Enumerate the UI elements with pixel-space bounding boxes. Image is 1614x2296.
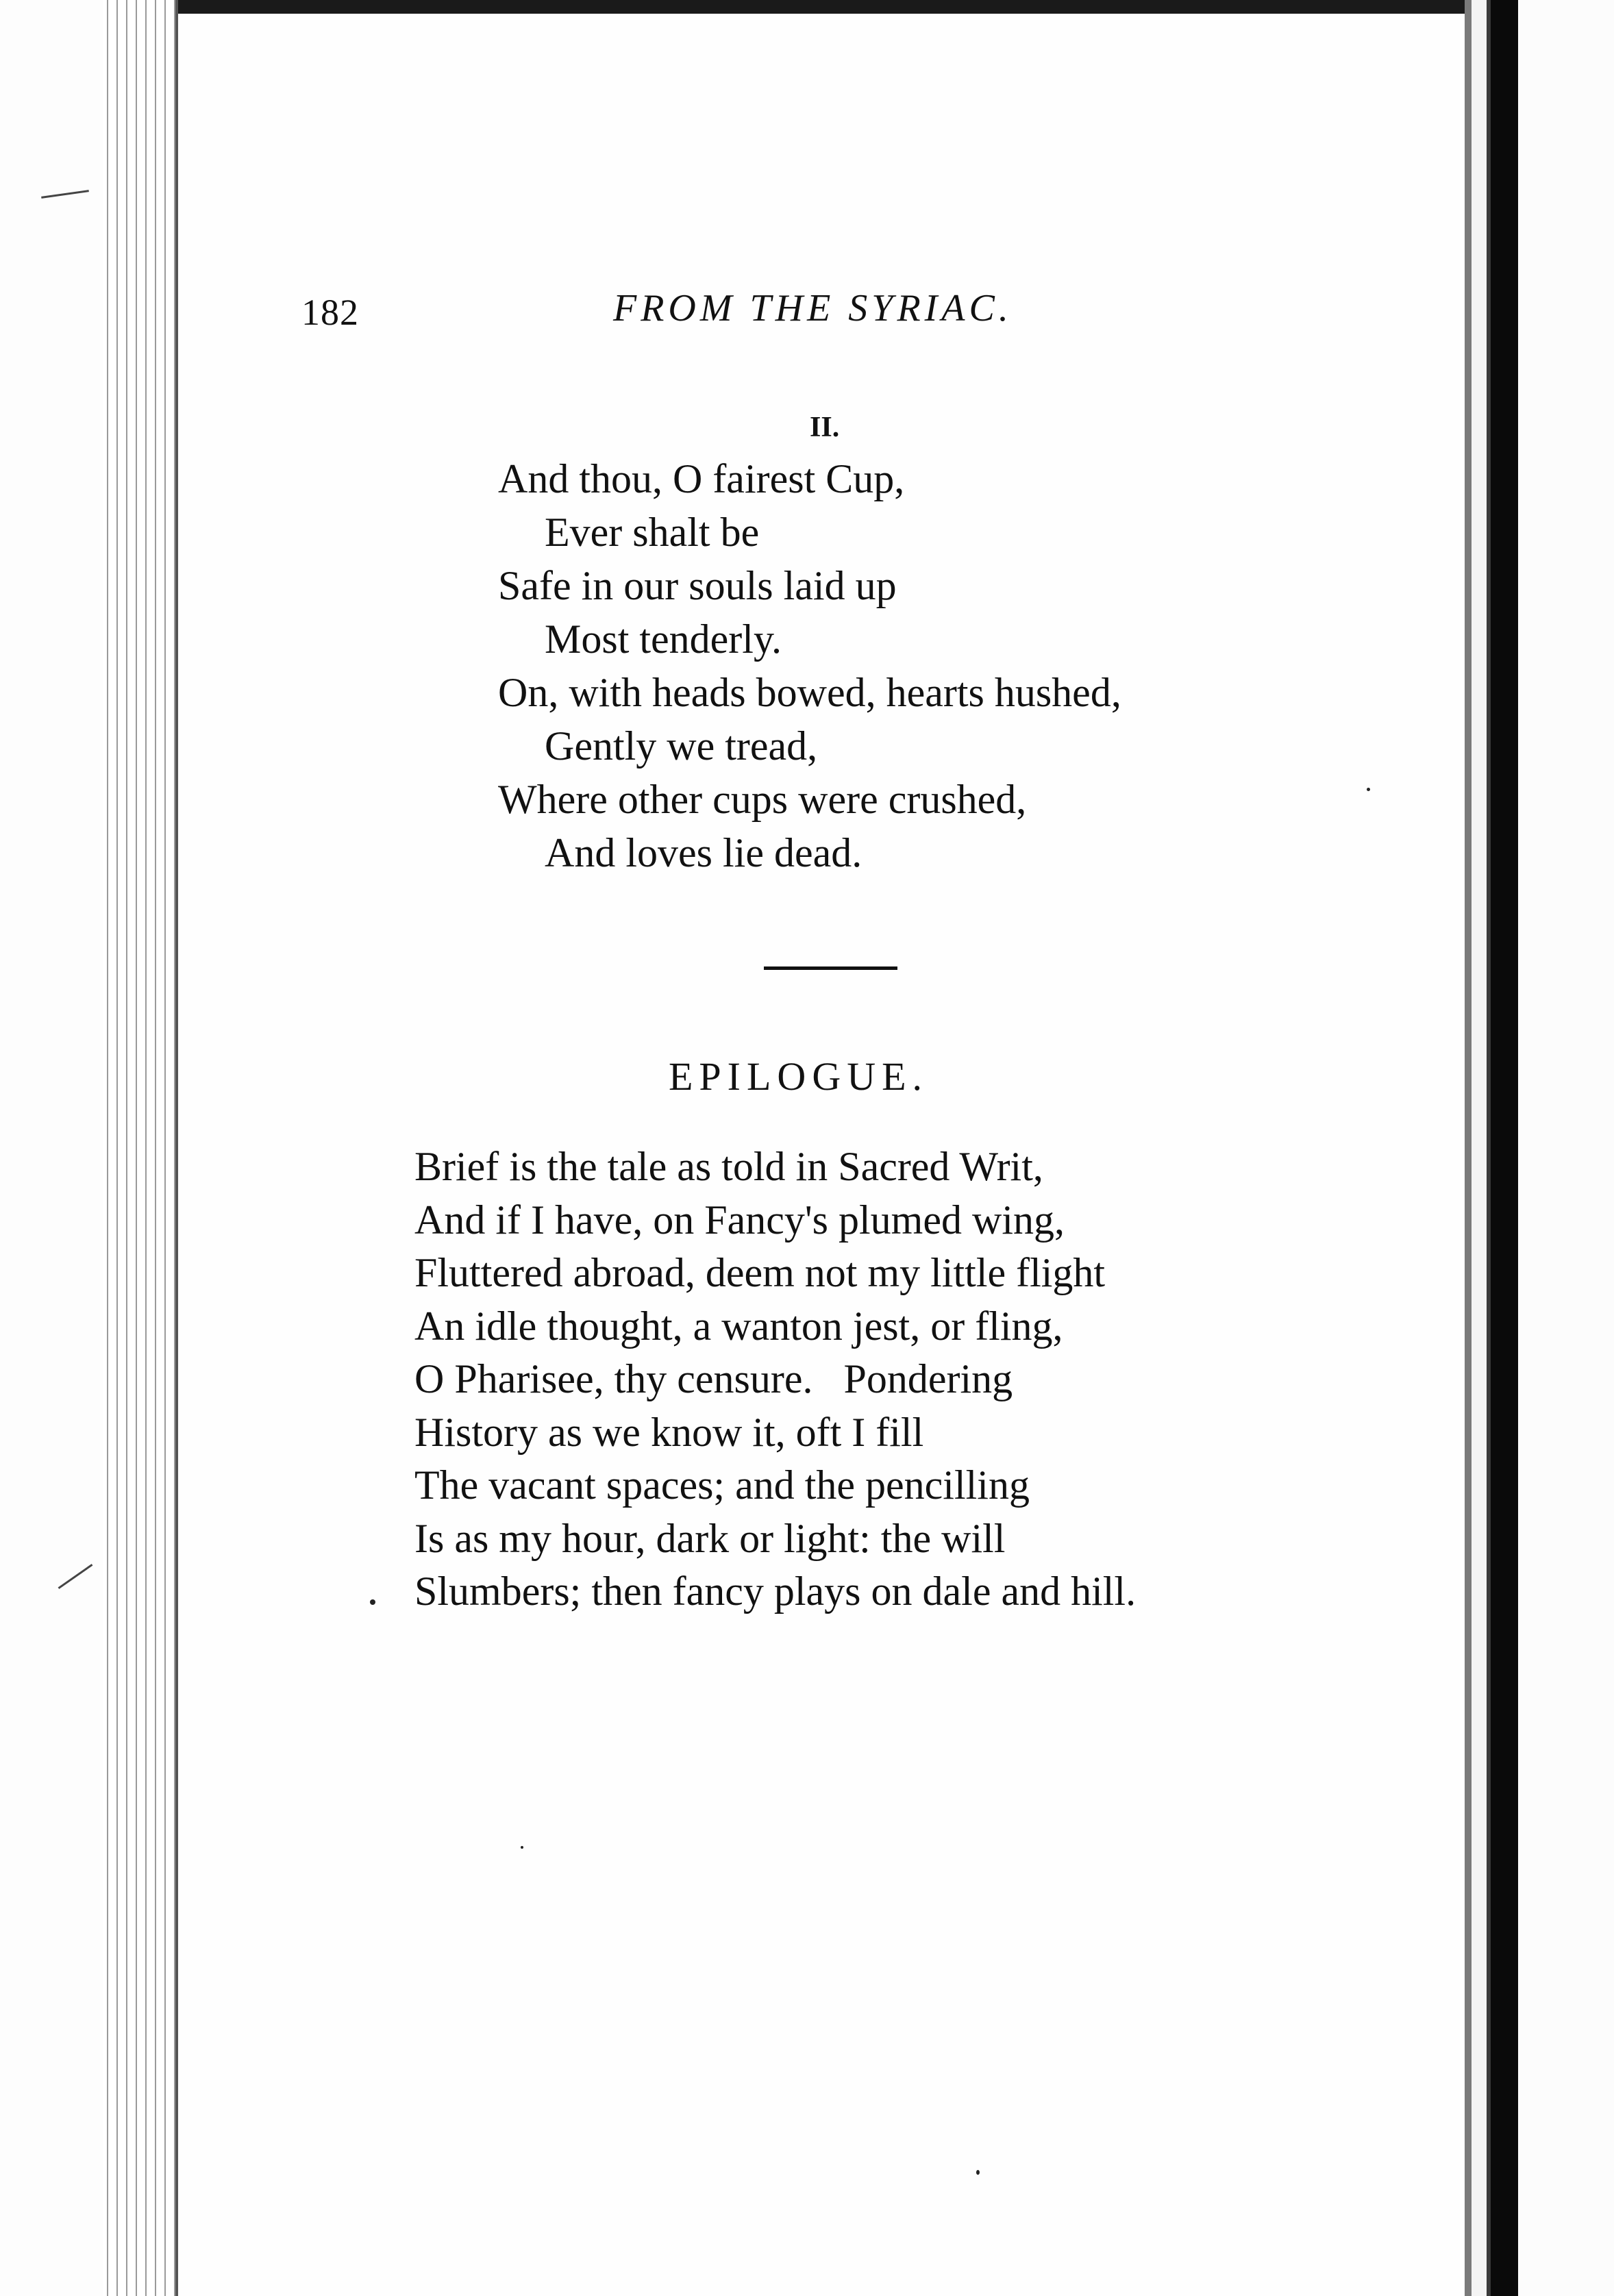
epilogue-line: History as we know it, oft I fill xyxy=(414,1409,924,1455)
margin-scratch-mark xyxy=(58,1564,93,1589)
margin-scratch-mark xyxy=(41,190,89,199)
epilogue-verse xyxy=(414,1140,1136,1619)
epilogue-line: The vacant spaces; and the pencilling xyxy=(414,1462,1030,1508)
epilogue-line: Brief is the tale as told in Sacred Writ, xyxy=(414,1144,1043,1189)
poem-line: Safe in our souls laid up xyxy=(498,563,897,608)
poem-line: Ever shalt be xyxy=(545,510,760,555)
scan-speck xyxy=(1367,788,1370,791)
epilogue-line: An idle thought, a wanton jest, or fling, xyxy=(414,1303,1063,1349)
scan-top-border xyxy=(110,0,1614,14)
epilogue-heading: EPILOGUE. xyxy=(669,1054,929,1099)
poem-line: On, with heads bowed, hearts hushed, xyxy=(498,670,1121,715)
poem-stanza xyxy=(498,452,1121,879)
poem-line: And loves lie dead. xyxy=(545,830,862,875)
epilogue-line: And if I have, on Fancy's plumed wing, xyxy=(414,1197,1065,1243)
poem-line: And thou, O fairest Cup, xyxy=(498,456,905,501)
epilogue-line: O Pharisee, thy censure. Pondering xyxy=(414,1356,1013,1401)
poem-line: Where other cups were crushed, xyxy=(498,777,1027,822)
running-title: FROM THE SYRIAC. xyxy=(613,287,1013,329)
section-divider-rule xyxy=(764,966,897,970)
stacked-page-edges xyxy=(103,0,178,2296)
section-numeral: II. xyxy=(810,412,840,443)
scan-speck xyxy=(370,1599,375,1605)
epilogue-line: Is as my hour, dark or light: the will xyxy=(414,1515,1006,1561)
page-right-edge xyxy=(1465,0,1472,2296)
epilogue-line: Slumbers; then fancy plays on dale and hill. xyxy=(414,1569,1137,1614)
scan-speck xyxy=(521,1846,523,1849)
poem-line: Most tenderly. xyxy=(545,616,782,662)
book-spine-shadow xyxy=(1491,0,1518,2296)
epilogue-line: Fluttered abroad, deem not my little flight xyxy=(414,1250,1106,1295)
poem-line: Gently we tread, xyxy=(545,723,818,769)
facing-page-edge xyxy=(1518,0,1614,2296)
scan-speck xyxy=(976,2170,980,2175)
page-number: 182 xyxy=(301,292,359,333)
